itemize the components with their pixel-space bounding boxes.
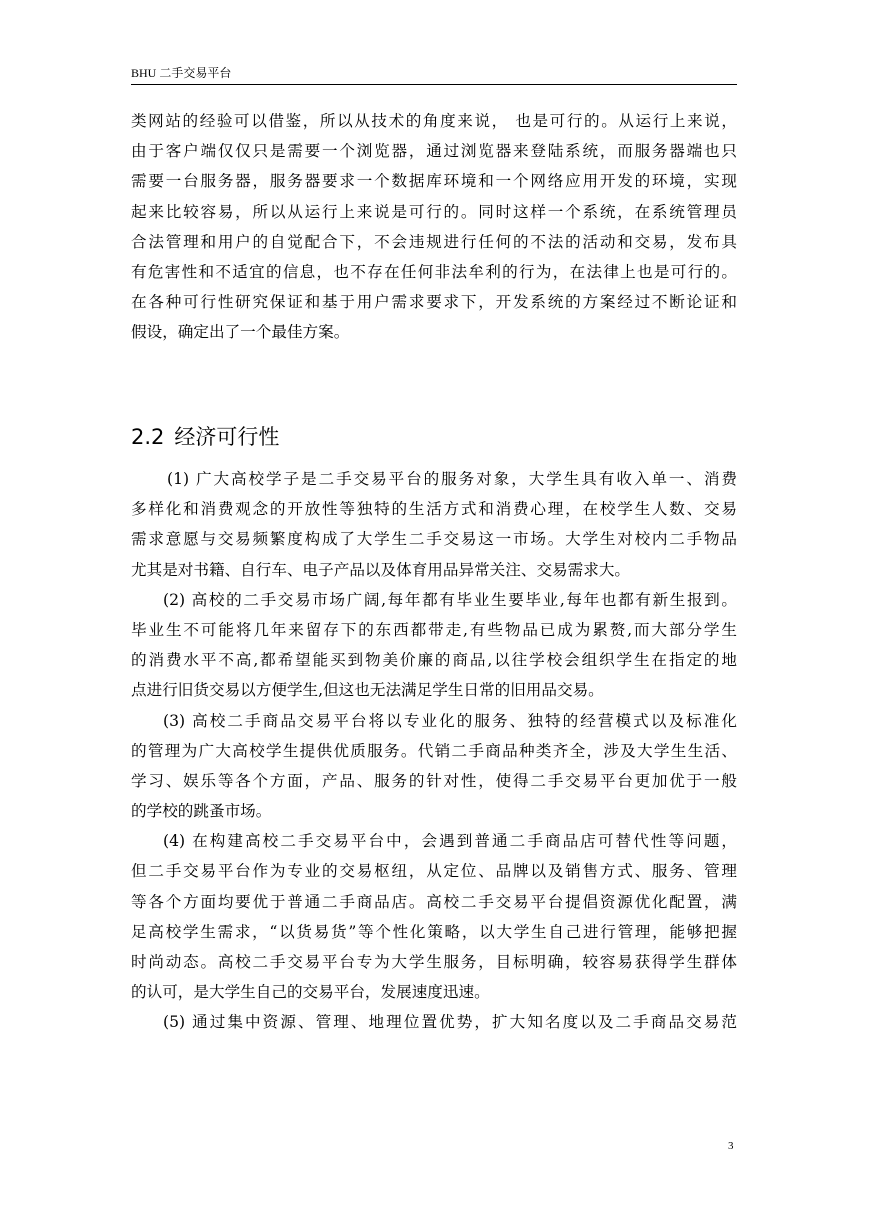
text-line: 需要一台服务器，服务器要求一个数据库环境和一个网络应用开发的环境，实现 xyxy=(131,172,737,191)
text-line: (2) 高校的二手交易市场广阔,每年都有毕业生要毕业,每年也都有新生报到。 xyxy=(163,590,737,609)
text-line: (5) 通过集中资源、管理、地理位置优势，扩大知名度以及二手商品交易范 xyxy=(163,1013,737,1032)
intro-paragraph xyxy=(131,106,737,348)
text-line: (1) 广大高校学子是二手交易平台的服务对象，大学生具有收入单一、消费 xyxy=(167,470,737,488)
section-body xyxy=(131,464,737,1038)
text-line: 的学校的跳蚤市场。 xyxy=(131,802,272,821)
paragraph-4 xyxy=(131,826,737,1007)
paragraph-5 xyxy=(131,1007,737,1037)
page-number: 3 xyxy=(728,1140,734,1152)
text-line: 合法管理和用户的自觉配合下，不会违规进行任何的不法的活动和交易，发布具 xyxy=(131,232,737,251)
text-line: 足高校学生需求，“以货易货”等个性化策略，以大学生自己进行管理，能够把握 xyxy=(131,922,737,941)
text-line: 由于客户端仅仅只是需要一个浏览器，通过浏览器来登陆系统，而服务器端也只 xyxy=(131,142,737,161)
text-line: 起来比较容易，所以从运行上来说是可行的。同时这样一个系统，在系统管理员 xyxy=(131,202,737,221)
paragraph-1 xyxy=(131,464,737,585)
text-line: 的消费水平不高,都希望能买到物美价廉的商品,以往学校会组织学生在指定的地 xyxy=(131,651,737,670)
text-line: 的认可，是大学生自己的交易平台，发展速度迅速。 xyxy=(131,983,490,1002)
text-line: 点进行旧货交易以方便学生,但这也无法满足学生日常的旧用品交易。 xyxy=(131,681,604,700)
text-line: (3) 高校二手商品交易平台将以专业化的服务、独特的经营模式以及标准化 xyxy=(163,711,737,730)
section-heading xyxy=(131,422,279,452)
text-line: 学习、娱乐等各个方面，产品、服务的针对性，使得二手交易平台更加优于一般 xyxy=(131,771,737,790)
paragraph-3 xyxy=(131,706,737,827)
text-line: 尤其是对书籍、自行车、电子产品以及体育用品异常关注、交易需求大。 xyxy=(131,560,631,579)
header-title: BHU 二手交易平台 xyxy=(131,66,232,80)
paragraph-2 xyxy=(131,585,737,706)
text-line: 假设，确定出了一个最佳方案。 xyxy=(131,323,350,342)
text-line: 的管理为广大高校学生提供优质服务。代销二手商品种类齐全，涉及大学生生活、 xyxy=(131,741,737,760)
text-line: 有危害性和不适宜的信息，也不存在任何非法牟利的行为，在法律上也是可行的。 xyxy=(131,262,737,281)
text-line: 类网站的经验可以借鉴，所以从技术的角度来说， 也是可行的。从运行上来说， xyxy=(131,112,737,130)
section-number: 2.2 xyxy=(131,425,165,449)
text-line: 在各种可行性研究保证和基于用户需求要求下，开发系统的方案经过不断论证和 xyxy=(131,293,737,312)
text-line: 毕业生不可能将几年来留存下的东西都带走,有些物品已成为累赘,而大部分学生 xyxy=(131,620,737,639)
section-title: 经济可行性 xyxy=(174,425,280,449)
text-line: 等各个方面均要优于普通二手商品店。高校二手交易平台提倡资源优化配置，满 xyxy=(131,892,737,911)
text-line: (4) 在构建高校二手交易平台中，会遇到普通二手商品店可替代性等问题， xyxy=(163,832,737,851)
text-line: 但二手交易平台作为专业的交易枢纽，从定位、品牌以及销售方式、服务、管理 xyxy=(131,862,737,881)
page-header xyxy=(131,62,737,85)
text-line: 时尚动态。高校二手交易平台专为大学生服务，目标明确，较容易获得学生群体 xyxy=(131,953,737,971)
text-line: 多样化和消费观念的开放性等独特的生活方式和消费心理，在校学生人数、交易 xyxy=(131,500,737,519)
text-line: 需求意愿与交易频繁度构成了大学生二手交易这一市场。大学生对校内二手物品 xyxy=(131,530,737,549)
